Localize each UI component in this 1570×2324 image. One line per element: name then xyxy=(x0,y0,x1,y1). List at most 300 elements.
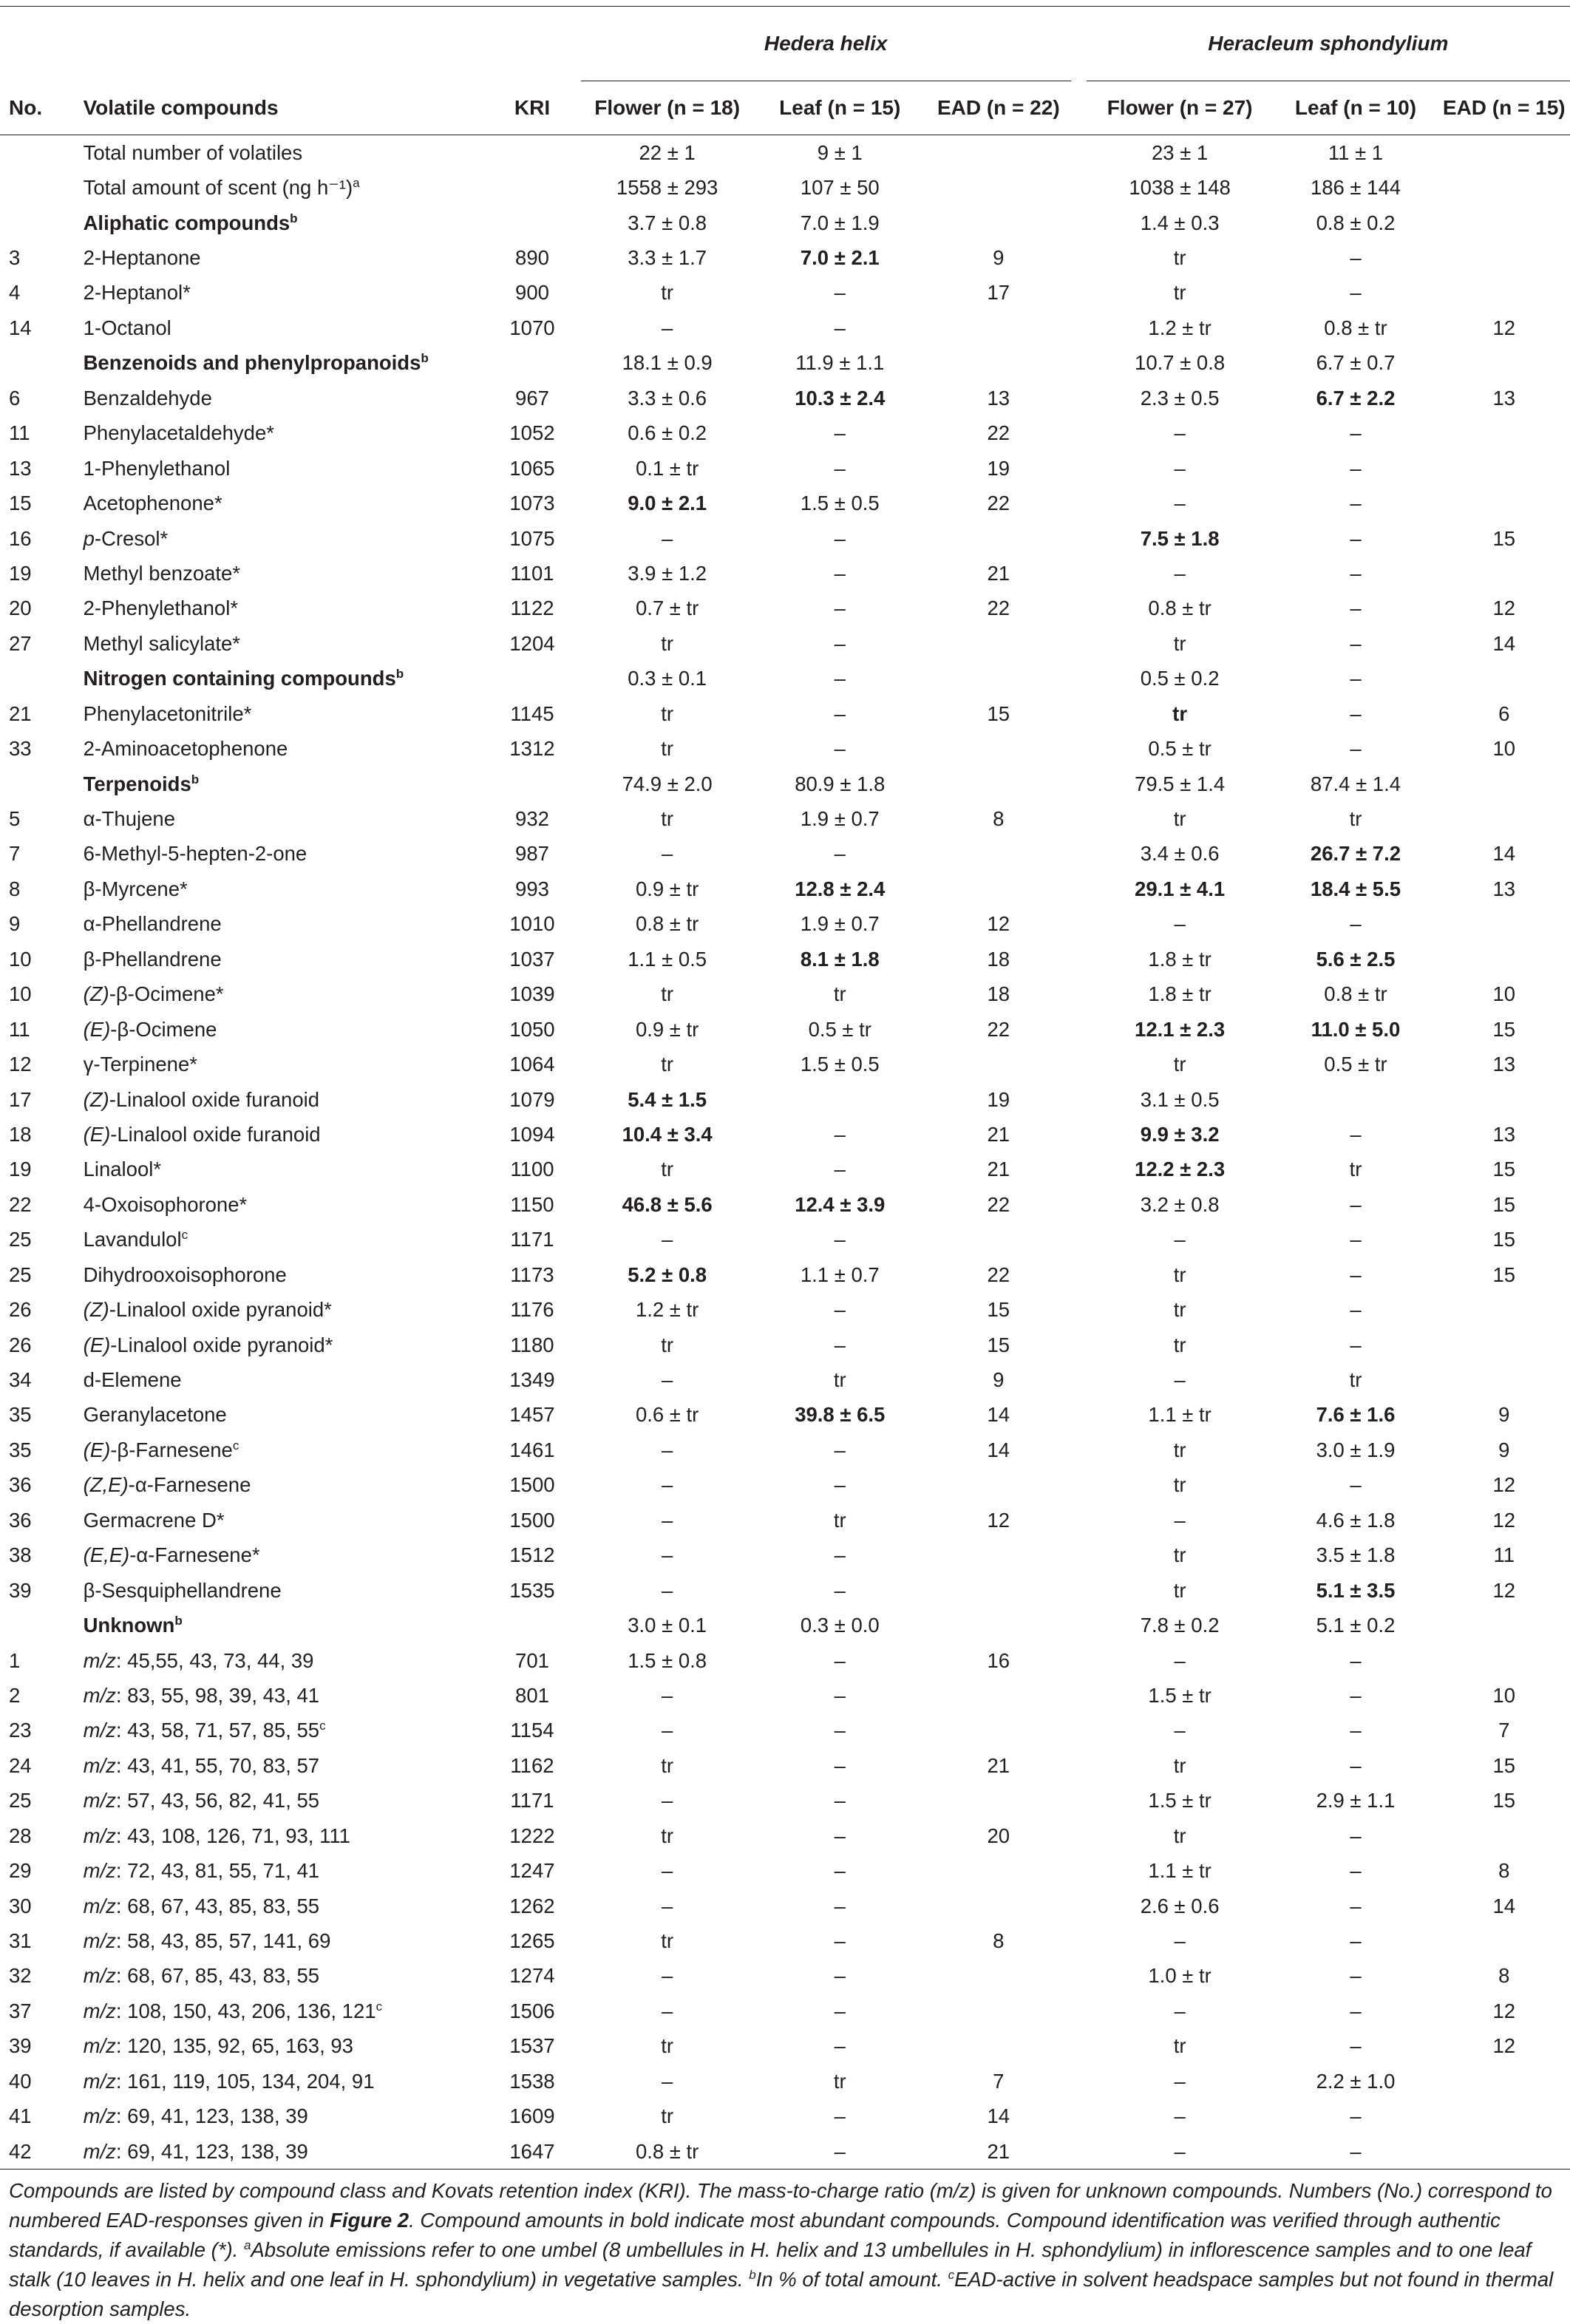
total-row xyxy=(0,135,1570,171)
cell-he: 15 xyxy=(987,701,1010,725)
cell-sl: – xyxy=(1350,281,1362,305)
cell-kri: 1050 xyxy=(509,1017,555,1041)
cell-no: 40 xyxy=(9,2069,32,2093)
cell-he: 12 xyxy=(987,912,1010,936)
cell-se: 15 xyxy=(1492,1263,1516,1286)
cell-no xyxy=(0,205,84,240)
cell-se: 10 xyxy=(1492,737,1516,761)
table-row xyxy=(0,1923,1570,1958)
cell-compound: Dihydrooxoisophorone xyxy=(83,1263,287,1286)
cell-compound: m/z: 68, 67, 85, 43, 83, 55 xyxy=(83,1964,320,1988)
cell-compound: m/z: 83, 55, 98, 39, 43, 41 xyxy=(83,1683,320,1707)
cell-no: 33 xyxy=(9,737,32,761)
cell-he xyxy=(926,731,1070,766)
cell-no: 7 xyxy=(9,842,21,866)
cell-sf: tr xyxy=(1173,1263,1186,1286)
cell-kri: 1100 xyxy=(510,1158,554,1181)
cell-hl: – xyxy=(834,1894,846,1917)
cell-hf: 3.3 ± 1.7 xyxy=(628,246,707,270)
column-header-row xyxy=(0,81,1570,135)
cell-he xyxy=(926,205,1070,240)
cell-no: 25 xyxy=(9,1789,32,1812)
table-row xyxy=(0,486,1570,520)
table-row xyxy=(0,1433,1570,1467)
cell-se: 9 xyxy=(1498,1403,1510,1427)
cell-hl: – xyxy=(834,1158,846,1181)
cell-hl: – xyxy=(834,701,846,725)
table-row xyxy=(0,1994,1570,2028)
table-row xyxy=(0,1853,1570,1888)
cell-he xyxy=(926,662,1070,696)
cell-no: 13 xyxy=(9,456,32,480)
cell-no: 36 xyxy=(9,1473,32,1497)
cell-compound: m/z: 69, 41, 123, 138, 39 xyxy=(84,2134,484,2170)
cell-sl: – xyxy=(1273,2134,1438,2170)
cell-sl: 5.1 ± 3.5 xyxy=(1316,1578,1396,1602)
table-row xyxy=(0,1187,1570,1222)
cell-se xyxy=(1438,170,1570,205)
cell-kri: 701 xyxy=(515,1648,549,1672)
class-row xyxy=(0,205,1570,240)
cell-se: 13 xyxy=(1492,877,1516,900)
cell-hf: 0.7 ± tr xyxy=(635,597,699,620)
cell-hl: – xyxy=(834,842,846,866)
cell-sf: – xyxy=(1174,2104,1186,2128)
cell-kri: 1274 xyxy=(509,1964,555,1988)
cell-kri xyxy=(483,662,581,696)
cell-hf: tr xyxy=(661,631,674,655)
cell-sl: 0.8 ± tr xyxy=(1324,982,1387,1006)
cell-compound: Germacrene D* xyxy=(83,1508,225,1532)
table-row xyxy=(0,1362,1570,1397)
cell-kri: 1457 xyxy=(509,1403,555,1427)
cell-kri: 932 xyxy=(515,807,549,831)
cell-no xyxy=(0,1608,84,1642)
cell-hf: tr xyxy=(661,807,674,831)
class-row xyxy=(0,662,1570,696)
cell-compound: d-Elemene xyxy=(83,1368,182,1392)
cell-sl: – xyxy=(1350,526,1362,550)
cell-hf: – xyxy=(661,1543,673,1567)
cell-se xyxy=(1438,346,1570,381)
col-hs-flower: Flower (n = 27) xyxy=(1087,81,1274,135)
cell-sf: 1.5 ± tr xyxy=(1148,1789,1212,1812)
cell-hl: – xyxy=(834,1543,846,1567)
cell-no: 18 xyxy=(9,1122,32,1146)
cell-hf: – xyxy=(661,1578,673,1602)
cell-hf: 22 ± 1 xyxy=(639,140,696,164)
cell-sl: – xyxy=(1350,597,1362,620)
cell-hl: – xyxy=(834,1929,846,1953)
cell-sf: – xyxy=(1174,1508,1186,1532)
cell-sl: 26.7 ± 7.2 xyxy=(1310,842,1401,866)
cell-hl: – xyxy=(834,281,846,305)
cell-compound: Unknown$^b$ xyxy=(83,1613,183,1637)
cell-kri: 1173 xyxy=(510,1263,554,1286)
cell-compound: m/z: 43, 108, 126, 71, 93, 111 xyxy=(83,1824,350,1847)
cell-compound: 2-Heptanol* xyxy=(83,281,191,305)
cell-hl: 107 ± 50 xyxy=(800,176,880,200)
cell-compound: m/z: 45,55, 43, 73, 44, 39 xyxy=(83,1648,314,1672)
cell-hl: 1.1 ± 0.7 xyxy=(800,1263,880,1286)
cell-no: 5 xyxy=(9,807,21,831)
cell-no: 26 xyxy=(9,1333,32,1356)
cell-sf: – xyxy=(1174,1648,1186,1672)
cell-hf: 0.1 ± tr xyxy=(635,456,699,480)
cell-sl: 2.2 ± 1.0 xyxy=(1316,2069,1396,2093)
cell-hl: tr xyxy=(833,1368,846,1392)
table-row xyxy=(0,1398,1570,1433)
cell-he: 21 xyxy=(926,2134,1070,2170)
cell-sl: 6.7 ± 2.2 xyxy=(1316,386,1396,410)
cell-sl: – xyxy=(1350,1473,1362,1497)
cell-sf: 23 ± 1 xyxy=(1151,140,1209,164)
cell-kri: 1154 xyxy=(510,1719,554,1742)
cell-kri: 1094 xyxy=(509,1122,555,1146)
cell-kri xyxy=(483,1608,581,1642)
cell-hf: 0.8 ± tr xyxy=(581,2134,754,2170)
cell-compound: Methyl salicylate* xyxy=(83,631,241,655)
cell-no: 21 xyxy=(9,701,32,725)
cell-no: 41 xyxy=(9,2104,32,2128)
cell-sf: tr xyxy=(1173,1298,1186,1322)
cell-sl: tr xyxy=(1349,1158,1362,1181)
cell-se xyxy=(1438,801,1570,836)
cell-se xyxy=(1438,205,1570,240)
cell-no: 38 xyxy=(9,1543,32,1567)
cell-hf: tr xyxy=(661,2104,674,2128)
cell-he: 18 xyxy=(987,947,1010,971)
cell-hl: – xyxy=(834,1859,846,1883)
cell-sl: – xyxy=(1350,1333,1362,1356)
cell-se xyxy=(1438,907,1570,942)
cell-se: 12 xyxy=(1492,1999,1516,2022)
cell-se xyxy=(1438,135,1570,171)
table-row xyxy=(0,2134,1570,2170)
table-row xyxy=(0,556,1570,591)
cell-hf: 9.0 ± 2.1 xyxy=(628,492,707,515)
cell-no: 19 xyxy=(9,1158,32,1181)
cell-sl: 87.4 ± 1.4 xyxy=(1310,772,1401,795)
cell-sf: – xyxy=(1174,561,1186,585)
cell-kri xyxy=(483,135,581,171)
cell-se: 8 xyxy=(1498,1859,1510,1883)
cell-se: 7 xyxy=(1498,1719,1510,1742)
cell-hl: – xyxy=(834,1648,846,1672)
cell-he: 9 xyxy=(993,246,1005,270)
table-row xyxy=(0,626,1570,661)
cell-sl: 3.5 ± 1.8 xyxy=(1316,1543,1396,1567)
cell-hl: – xyxy=(834,1298,846,1322)
cell-hl: – xyxy=(834,1122,846,1146)
cell-se: 10 xyxy=(1492,982,1516,1006)
cell-compound: Benzenoids and phenylpropanoids$^b$ xyxy=(83,351,429,375)
cell-sf: tr xyxy=(1173,807,1186,831)
cell-compound: (Z,E)-α-Farnesene xyxy=(83,1473,251,1497)
cell-kri: 1180 xyxy=(510,1333,554,1356)
cell-no: 16 xyxy=(9,526,32,550)
cell-hf: – xyxy=(661,1894,673,1917)
cell-sl: – xyxy=(1350,246,1362,270)
cell-sl: 11.0 ± 5.0 xyxy=(1311,1017,1401,1041)
cell-sl xyxy=(1273,1082,1438,1117)
cell-hf: 18.1 ± 0.9 xyxy=(622,351,713,375)
cell-compound: m/z: 69, 41, 123, 138, 39 xyxy=(83,2104,308,2128)
cell-sf: tr xyxy=(1173,1753,1186,1777)
cell-compound: 2-Heptanone xyxy=(83,246,201,270)
cell-hl: – xyxy=(834,1333,846,1356)
cell-se xyxy=(1438,486,1570,520)
table-row xyxy=(0,240,1570,275)
cell-se: 13 xyxy=(1492,1053,1516,1076)
cell-sl: – xyxy=(1350,1859,1362,1883)
cell-hf: – xyxy=(661,316,673,339)
cell-kri: 987 xyxy=(515,842,549,866)
cell-kri: 1145 xyxy=(510,701,554,725)
cell-compound: Acetophenone* xyxy=(83,492,222,515)
cell-se xyxy=(1438,276,1570,310)
cell-compound: Total number of volatiles xyxy=(83,140,303,164)
cell-hf: – xyxy=(661,526,673,550)
table-row xyxy=(0,1959,1570,1994)
cell-he: 20 xyxy=(987,1824,1010,1847)
cell-kri: 1039 xyxy=(509,982,555,1006)
cell-he xyxy=(926,1047,1070,1081)
table-row xyxy=(0,1328,1570,1362)
cell-hf: – xyxy=(661,1964,673,1988)
table-row xyxy=(0,696,1570,731)
cell-sl: – xyxy=(1350,912,1362,936)
cell-hf: tr xyxy=(661,701,674,725)
cell-sl: 3.0 ± 1.9 xyxy=(1316,1438,1396,1461)
cell-he: 14 xyxy=(987,1403,1010,1427)
cell-sf: – xyxy=(1174,912,1186,936)
cell-sl: – xyxy=(1350,1263,1362,1286)
cell-compound: (E,E)-α-Farnesene* xyxy=(83,1543,260,1567)
cell-sl: – xyxy=(1350,1719,1362,1742)
cell-sf: tr xyxy=(1172,701,1188,725)
cell-sl: 0.8 ± tr xyxy=(1324,316,1387,339)
table-row xyxy=(0,837,1570,872)
cell-kri xyxy=(483,346,581,381)
cell-no: 35 xyxy=(9,1438,32,1461)
cell-hl: – xyxy=(834,2034,846,2058)
col-hh-ead: EAD (n = 22) xyxy=(926,81,1070,135)
cell-no: 19 xyxy=(9,561,32,585)
cell-compound: 4-Oxoisophorone* xyxy=(83,1192,248,1216)
cell-compound: (E)-β-Farnesene$^c$ xyxy=(83,1438,239,1461)
cell-he xyxy=(926,626,1070,661)
table-row xyxy=(0,451,1570,486)
cell-hf: 3.0 ± 0.1 xyxy=(628,1614,707,1637)
cell-hf: 0.9 ± tr xyxy=(635,1017,699,1041)
cell-sl: – xyxy=(1350,2104,1362,2128)
cell-no: 23 xyxy=(9,1719,32,1742)
cell-sl: – xyxy=(1350,667,1362,690)
cell-hl: – xyxy=(834,1824,846,1847)
cell-se: 12 xyxy=(1492,1508,1516,1532)
cell-sl: – xyxy=(1350,492,1362,515)
table-row xyxy=(0,1292,1570,1327)
cell-compound: Linalool* xyxy=(83,1158,162,1181)
cell-kri: 1064 xyxy=(509,1053,555,1076)
cell-sf: 0.8 ± tr xyxy=(1148,597,1212,620)
col-hh-leaf: Leaf (n = 15) xyxy=(753,81,926,135)
cell-hf: – xyxy=(661,2069,673,2093)
cell-se xyxy=(1438,942,1570,976)
cell-sf: 79.5 ± 1.4 xyxy=(1135,772,1226,795)
cell-sl: – xyxy=(1350,1999,1362,2022)
cell-he: 22 xyxy=(987,1192,1010,1216)
cell-sf: 3.2 ± 0.8 xyxy=(1140,1192,1220,1216)
cell-compound: m/z: 58, 43, 85, 57, 141, 69 xyxy=(83,1929,331,1953)
cell-hf: 5.2 ± 0.8 xyxy=(628,1263,707,1286)
cell-no: 10 xyxy=(9,982,32,1006)
cell-hf: tr xyxy=(661,281,674,305)
cell-sf: 2.6 ± 0.6 xyxy=(1140,1894,1220,1917)
cell-no: 10 xyxy=(9,947,32,971)
cell-sf: 1.4 ± 0.3 xyxy=(1140,211,1220,234)
cell-hf: tr xyxy=(661,1333,674,1356)
cell-sl: – xyxy=(1350,421,1362,445)
total-row xyxy=(0,170,1570,205)
cell-kri: 900 xyxy=(515,281,549,305)
cell-se: 12 xyxy=(1492,2034,1516,2058)
cell-he: 22 xyxy=(987,597,1010,620)
cell-compound: Nitrogen containing compounds$^b$ xyxy=(83,667,404,690)
figure-2-link[interactable]: Figure 2 xyxy=(330,2209,410,2232)
cell-sf: – xyxy=(1174,1228,1186,1251)
cell-compound: m/z: 43, 58, 71, 57, 85, 55$^c$ xyxy=(83,1719,326,1742)
table-row xyxy=(0,2064,1570,2099)
cell-hl: – xyxy=(834,421,846,445)
cell-sf: 0.5 ± tr xyxy=(1148,737,1212,761)
cell-he xyxy=(926,1223,1070,1257)
cell-sf: tr xyxy=(1173,1824,1186,1847)
cell-compound: Lavandulol$^c$ xyxy=(83,1228,188,1251)
cell-se: 12 xyxy=(1492,1473,1516,1497)
cell-he xyxy=(926,1994,1070,2028)
cell-sf: 1.8 ± tr xyxy=(1148,982,1212,1006)
cell-hl: 9 ± 1 xyxy=(817,140,863,164)
cell-compound: Methyl benzoate* xyxy=(83,561,241,585)
table-row xyxy=(0,1784,1570,1818)
cell-sf: 1.1 ± tr xyxy=(1148,1403,1212,1427)
cell-sf: 3.1 ± 0.5 xyxy=(1140,1087,1220,1111)
cell-se: 15 xyxy=(1492,1017,1516,1041)
cell-hf: 1.5 ± 0.8 xyxy=(628,1648,707,1672)
cell-he: 19 xyxy=(987,456,1010,480)
cell-no xyxy=(0,662,84,696)
cell-hf: 0.9 ± tr xyxy=(635,877,699,900)
cell-hf: 1.1 ± 0.5 xyxy=(628,947,707,971)
cell-sl: – xyxy=(1350,1683,1362,1707)
cell-compound: (E)-β-Ocimene xyxy=(83,1017,217,1041)
cell-se xyxy=(1438,1818,1570,1853)
cell-hf: tr xyxy=(661,1053,674,1076)
cell-sf: tr xyxy=(1173,1333,1186,1356)
class-row xyxy=(0,767,1570,801)
cell-no: 27 xyxy=(9,631,32,655)
cell-no: 34 xyxy=(9,1368,32,1392)
cell-se xyxy=(1438,767,1570,801)
cell-he: 14 xyxy=(987,1438,1010,1461)
cell-no: 26 xyxy=(9,1298,32,1322)
cell-no: 24 xyxy=(9,1753,32,1777)
table-row xyxy=(0,1818,1570,1853)
cell-hl: – xyxy=(834,1999,846,2022)
cell-no: 9 xyxy=(9,912,21,936)
cell-hl: 1.5 ± 0.5 xyxy=(800,1053,880,1076)
cell-he: 7 xyxy=(993,2069,1005,2093)
cell-kri: 1500 xyxy=(509,1473,555,1497)
cell-se xyxy=(1438,451,1570,486)
table-row xyxy=(0,521,1570,556)
cell-sf: – xyxy=(1174,1929,1186,1953)
cell-compound: 1-Phenylethanol xyxy=(83,456,231,480)
cell-kri: 1647 xyxy=(483,2134,581,2170)
cell-kri xyxy=(483,767,581,801)
table-row xyxy=(0,801,1570,836)
cell-kri: 1037 xyxy=(509,947,555,971)
cell-se xyxy=(1438,1643,1570,1678)
table-row xyxy=(0,1503,1570,1538)
cell-hl: – xyxy=(834,1964,846,1988)
cell-kri: 1461 xyxy=(509,1438,555,1461)
cell-sl: – xyxy=(1350,456,1362,480)
cell-sf: – xyxy=(1087,2134,1274,2170)
cell-no: 28 xyxy=(9,1824,32,1847)
cell-se xyxy=(1438,416,1570,451)
cell-hl: – xyxy=(834,1683,846,1707)
cell-no: 36 xyxy=(9,1508,32,1532)
cell-compound: p-Cresol* xyxy=(83,526,169,550)
cell-sl: tr xyxy=(1349,1368,1362,1392)
cell-hl: 1.9 ± 0.7 xyxy=(800,912,880,936)
table-row xyxy=(0,1223,1570,1257)
cell-he xyxy=(926,872,1070,906)
cell-sl: – xyxy=(1350,2034,1362,2058)
table-row xyxy=(0,591,1570,626)
cell-hf: – xyxy=(661,1508,673,1532)
cell-hl: – xyxy=(834,1578,846,1602)
cell-se xyxy=(1438,662,1570,696)
cell-he: 15 xyxy=(987,1333,1010,1356)
cell-compound: γ-Terpinene* xyxy=(83,1053,197,1076)
cell-se: 12 xyxy=(1492,597,1516,620)
cell-se: 13 xyxy=(1492,386,1516,410)
cell-kri: 1079 xyxy=(509,1087,555,1111)
table-row xyxy=(0,2099,1570,2134)
cell-hf: 3.3 ± 0.6 xyxy=(628,386,707,410)
cell-kri: 1052 xyxy=(509,421,555,445)
cell-hl: – xyxy=(834,1719,846,1742)
cell-sf: – xyxy=(1174,1719,1186,1742)
cell-he xyxy=(926,1538,1070,1573)
cell-hf: – xyxy=(661,1473,673,1497)
cell-sf: – xyxy=(1174,1999,1186,2022)
table-row xyxy=(0,381,1570,415)
cell-kri: 1122 xyxy=(510,597,554,620)
cell-no: 3 xyxy=(9,246,21,270)
col-hs-leaf: Leaf (n = 10) xyxy=(1273,81,1438,135)
cell-sl: – xyxy=(1350,1228,1362,1251)
table-row xyxy=(0,977,1570,1012)
col-hs-ead: EAD (n = 15) xyxy=(1438,81,1570,135)
cell-sl: – xyxy=(1350,1929,1362,1953)
cell-se xyxy=(1438,1608,1570,1642)
cell-no: 1 xyxy=(9,1648,21,1672)
